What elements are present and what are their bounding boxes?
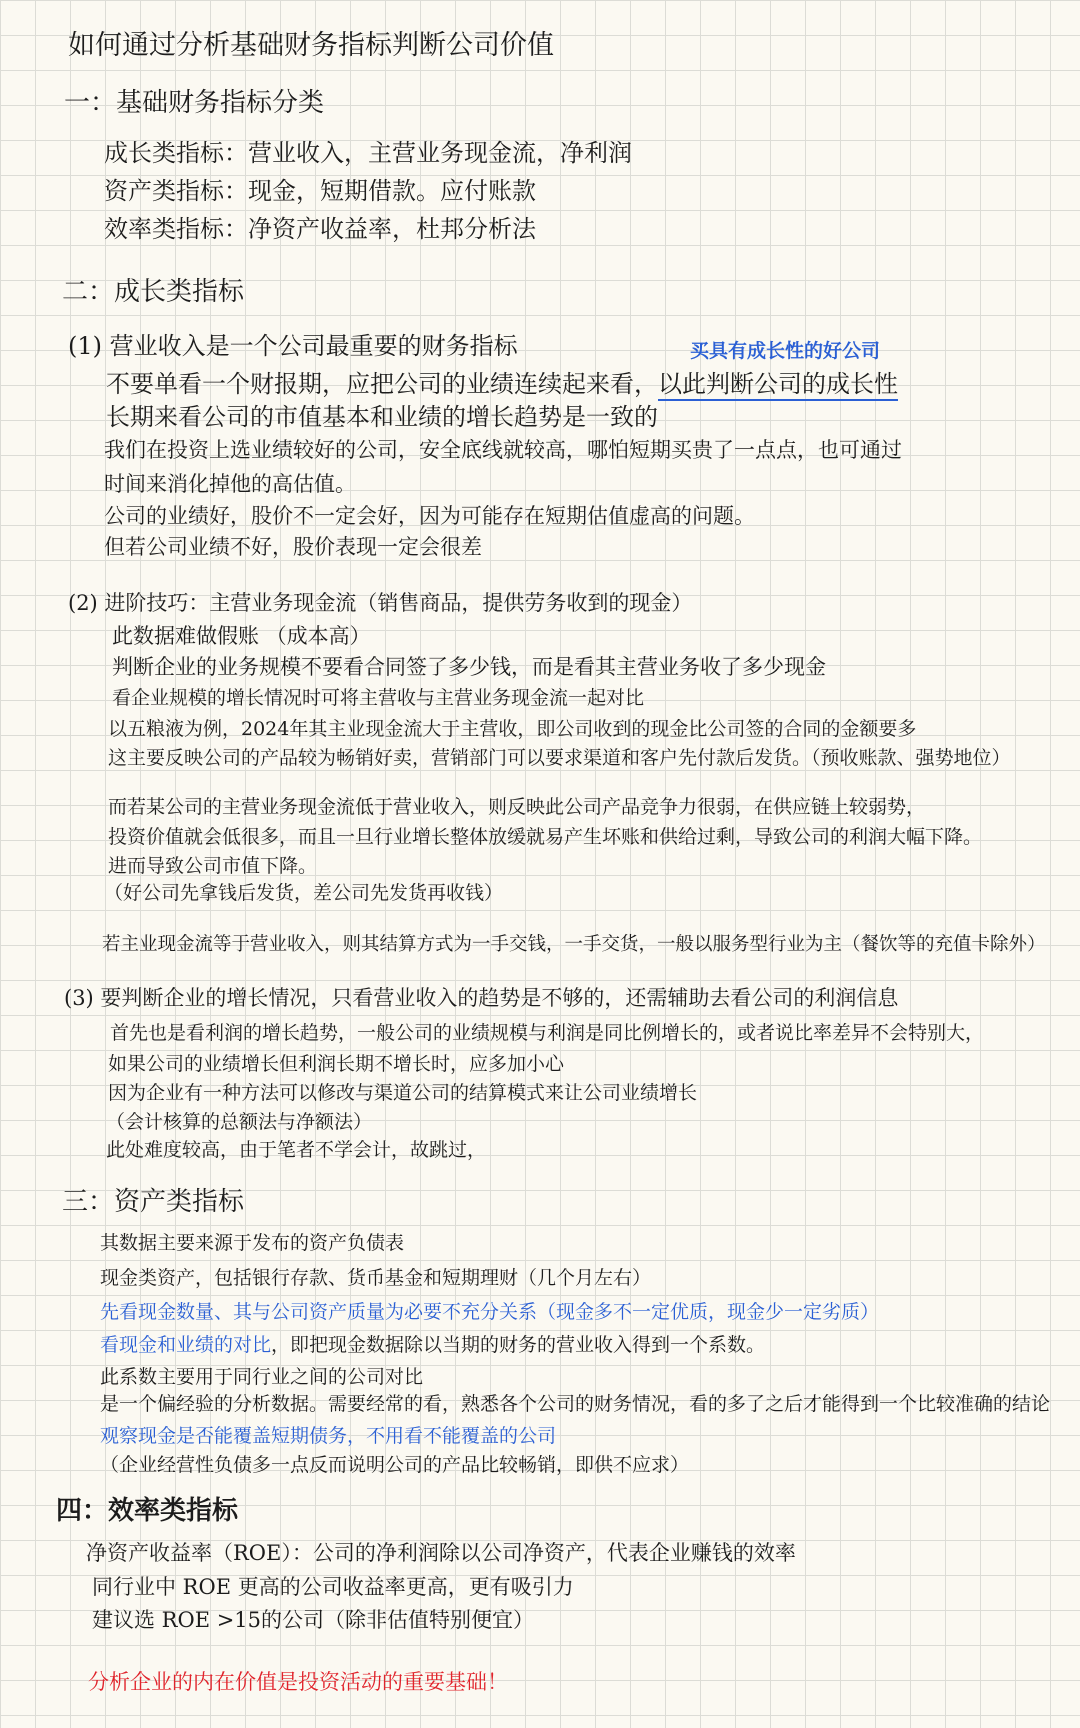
body-line: （会计核算的总额法与净额法） [106, 1111, 373, 1133]
body-line: 但若公司业绩不好，股价表现一定会很差 [104, 535, 482, 559]
section-heading-1: 一：基础财务指标分类 [64, 88, 325, 118]
body-text: 不要单看一个财报期，应把公司的业绩连续起来看， [106, 370, 658, 398]
body-line: 长期来看公司的市值基本和业绩的增长趋势是一致的 [106, 403, 658, 431]
body-line: 判断企业的业务规模不要看合同签了多少钱，而是看其主营业务收了多少现金 [112, 655, 826, 679]
body-line: 首先也是看利润的增长趋势，一般公司的业绩规模与利润是同比例增长的，或者说比率差异不会特别大， [110, 1022, 985, 1044]
body-line: 现金类资产，包括银行存款、货币基金和短期理财（几个月左右） [100, 1267, 652, 1289]
body-text: ，即把现金数据除以当期的财务的营业收入得到一个系数。 [271, 1334, 766, 1356]
highlight-line: 观察现金是否能覆盖短期债务，不用看不能覆盖的公司 [100, 1425, 557, 1447]
section-heading-3: 三：资产类指标 [62, 1187, 245, 1217]
section1-line: 效率类指标：净资产收益率，杜邦分析法 [104, 215, 536, 243]
body-line: 同行业中 ROE 更高的公司收益率更高，更有吸引力 [92, 1575, 574, 1599]
subsection-heading: (1) 营业收入是一个公司最重要的财务指标 [68, 332, 518, 360]
highlight-line: 先看现金数量、其与公司资产质量为必要不充分关系（现金多不一定优质，现金少一定劣质） [100, 1301, 880, 1323]
body-line: 其数据主要来源于发布的资产负债表 [100, 1232, 405, 1254]
body-line: 若主业现金流等于营业收入，则其结算方式为一手交钱，一手交货，一般以服务型行业为主（餐饮等的充值卡除外） [102, 934, 1046, 955]
section-heading-2: 二：成长类指标 [62, 277, 245, 307]
body-line: 是一个偏经验的分析数据。需要经常的看，熟悉各个公司的财务情况，看的多了之后才能得到一个比较准确的结论 [100, 1393, 1051, 1415]
body-line: 以五粮液为例，2024年其主业现金流大于主营收，即公司收到的现金比公司签的合同的金额要多 [108, 718, 917, 740]
body-line: 此数据难做假账 （成本高） [112, 624, 371, 648]
body-line: 公司的业绩好，股价不一定会好，因为可能存在短期估值虚高的问题。 [104, 504, 755, 528]
body-line: 如果公司的业绩增长但利润长期不增长时，应多加小心 [108, 1053, 565, 1075]
body-line: 此系数主要用于同行业之间的公司对比 [100, 1366, 424, 1388]
body-line: 因为企业有一种方法可以修改与渠道公司的结算模式来让公司业绩增长 [108, 1082, 698, 1104]
margin-note: 买具有成长性的好公司 [690, 340, 881, 362]
body-line: 进而导致公司市值下降。 [108, 855, 318, 877]
subsection-heading: (3) 要判断企业的增长情况，只看营业收入的趋势是不够的，还需辅助去看公司的利润信息 [64, 986, 899, 1010]
body-line: 投资价值就会低很多，而且一旦行业增长整体放缓就易产生坏账和供给过剩，导致公司的利润大幅下降。 [108, 826, 983, 848]
body-line: 净资产收益率（ROE）：公司的净利润除以公司净资产，代表企业赚钱的效率 [86, 1541, 796, 1565]
conclusion-text: 分析企业的内在价值是投资活动的重要基础！ [88, 1670, 508, 1694]
body-line: 此处难度较高，由于笔者不学会计，故跳过， [106, 1139, 487, 1161]
body-line: （好公司先拿钱后发货，差公司先发货再收钱） [104, 882, 504, 904]
page-title: 如何通过分析基础财务指标判断公司价值 [68, 30, 554, 61]
body-line: 看企业规模的增长情况时可将主营收与主营业务现金流一起对比 [112, 687, 645, 709]
body-line: 建议选 ROE >15的公司（除非估值特别便宜） [92, 1608, 535, 1632]
body-line: （企业经营性负债多一点反而说明公司的产品比较畅销，即供不应求） [100, 1454, 690, 1476]
section1-line: 成长类指标：营业收入，主营业务现金流，净利润 [104, 139, 632, 167]
body-line [106, 371, 898, 399]
body-line: 这主要反映公司的产品较为畅销好卖，营销部门可以要求渠道和客户先付款后发货。（预收账款、强势地位） [108, 747, 1011, 769]
body-line [100, 1335, 765, 1357]
subsection-heading: (2) 进阶技巧：主营业务现金流（销售商品，提供劳务收到的现金） [68, 591, 693, 615]
body-line: 我们在投资上选业绩较好的公司，安全底线就较高，哪怕短期买贵了一点点，也可通过 [104, 438, 902, 462]
underlined-text: 以此判断公司的成长性 [658, 370, 898, 401]
highlight-text: 看现金和业绩的对比 [100, 1334, 272, 1356]
body-line: 时间来消化掉他的高估值。 [104, 472, 356, 496]
section1-line: 资产类指标：现金，短期借款。应付账款 [104, 177, 536, 205]
body-line: 而若某公司的主营业务现金流低于营业收入，则反映此公司产品竞争力很弱，在供应链上较弱势， [108, 796, 926, 818]
section-heading-4: 四：效率类指标 [56, 1496, 239, 1526]
